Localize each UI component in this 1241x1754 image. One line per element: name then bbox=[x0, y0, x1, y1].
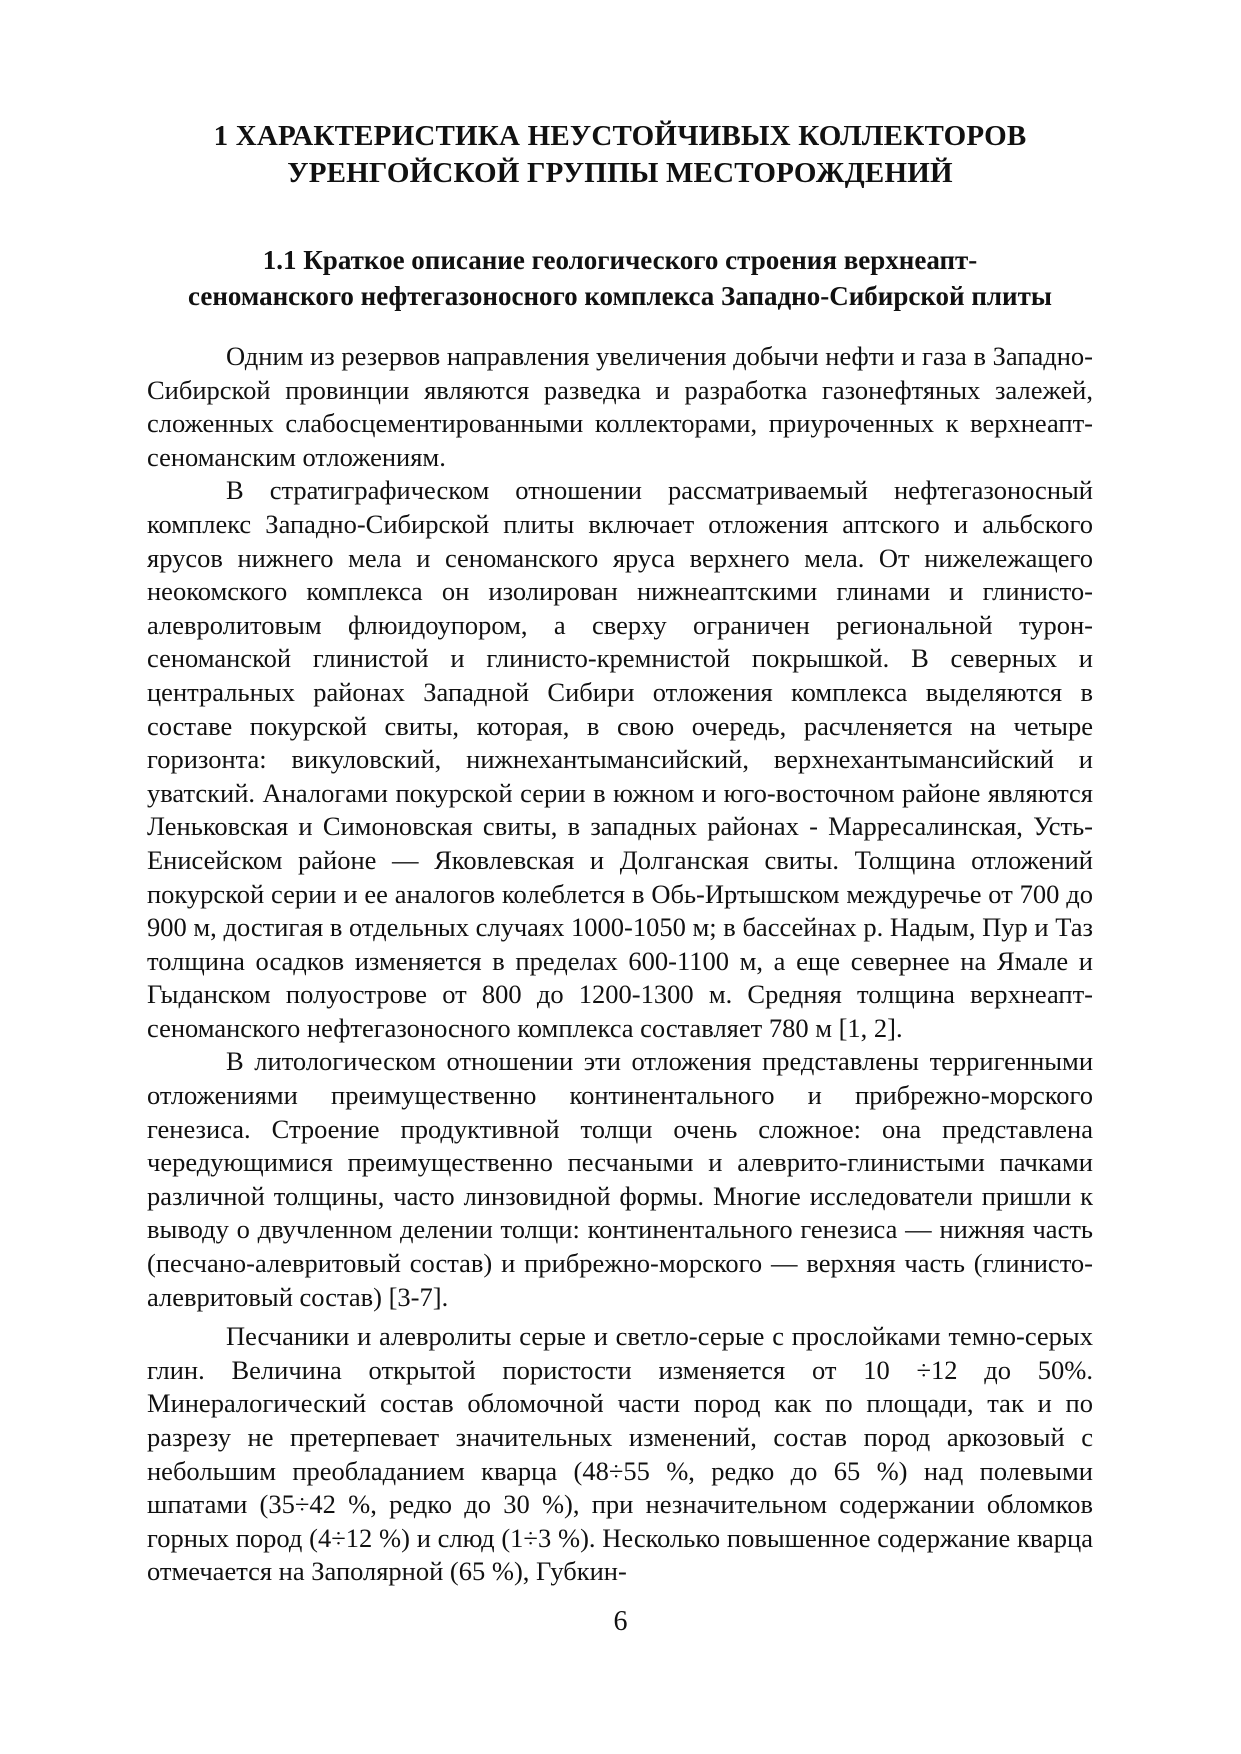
chapter-title-line-1: 1 ХАРАКТЕРИСТИКА НЕУСТОЙЧИВЫХ КОЛЛЕКТОРОВ bbox=[213, 120, 1027, 152]
section-title-line-2: сеноманского нефтегазоносного комплекса Западно-Сибирской плиты bbox=[188, 281, 1052, 311]
paragraph-3: В литологическом отношении эти отложения представлены терригенными отложениями преимущественно континентального и прибрежно-морского генезиса. Строение продуктивной толщи очень сложное: она представлена чередующимися преимущественно песчаными и алеврито-глинистыми пачками различной толщины, часто линзовидной формы. Многие исследователи пришли к выводу о двучленном делении толщи: континентального генезиса — нижняя часть (песчано-алевритовый состав) и прибрежно-морского — верхняя часть (глинисто-алевритовый состав) [3-7]. bbox=[147, 1046, 1093, 1312]
page-number: 6 bbox=[613, 1606, 628, 1637]
paragraph-1: Одним из резервов направления увеличения добычи нефти и газа в Западно-Сибирской провинции являются разведка и разработка газонефтяных залежей, сложенных слабосцементированными коллекторами, приуроченных к верхнеапт-сеноманским отложениям. bbox=[147, 341, 1093, 472]
chapter-title bbox=[147, 118, 1093, 192]
section-title bbox=[147, 242, 1093, 314]
chapter-title-line-2: УРЕНГОЙСКОЙ ГРУППЫ МЕСТОРОЖДЕНИЙ bbox=[287, 157, 953, 189]
paragraph-4: Песчаники и алевролиты серые и светло-серые с прослойками темно-серых глин. Величина открытой пористости изменяется от 10 ÷12 до 50%. Минералогический состав обломочной части пород как по площади, так и по разрезу не претерпевает значительных изменений, состав пород аркозовый с небольшим преобладанием кварца (48÷55 %, редко до 65 %) над полевыми шпатами (35÷42 %, редко до 30 %), при незначительном содержании обломков горных пород (4÷12 %) и слюд (1÷3 %). Несколько повышенное содержание кварца отмечается на Заполярной (65 %), Губкин- bbox=[147, 1321, 1093, 1587]
section-title-line-1: 1.1 Краткое описание геологического строения верхнеапт- bbox=[262, 245, 978, 275]
body-text bbox=[147, 340, 1093, 1589]
document-page bbox=[147, 118, 1093, 1589]
paragraph-2: В стратиграфическом отношении рассматриваемый нефтегазоносный комплекс Западно-Сибирской плиты включает отложения аптского и альбского ярусов нижнего мела и сеноманского яруса верхнего мела. От нижележащего неокомского комплекса он изолирован нижнеаптскими глинами и глинисто-алевролитовым флюидоупором, а сверху ограничен региональной турон-сеноманской глинистой и глинисто-кремнистой покрышкой. В северных и центральных районах Западной Сибири отложения комплекса выделяются в составе покурской свиты, которая, в свою очередь, расчленяется на четыре горизонта: викуловский, нижнехантымансийский, верхнехантымансийский и уватский. Аналогами покурской серии в южном и юго-восточном районе являются Леньковская и Симоновская свиты, в западных районах - Марресалинская, Усть-Енисейском районе — Яковлевская и Долганская свиты. Толщина отложений покурской серии и ее аналогов колеблется в Обь-Иртышском междуречье от 700 до 900 м, достигая в отдельных случаях 1000-1050 м; в бассейнах р. Надым, Пур и Таз толщина осадков изменяется в пределах 600-1100 м, а еще севернее на Ямале и Гыданском полуострове от 800 до 1200-1300 м. Средняя толщина верхнеапт-сеноманского нефтегазоносного комплекса составляет 780 м [1, 2]. bbox=[147, 475, 1093, 1043]
